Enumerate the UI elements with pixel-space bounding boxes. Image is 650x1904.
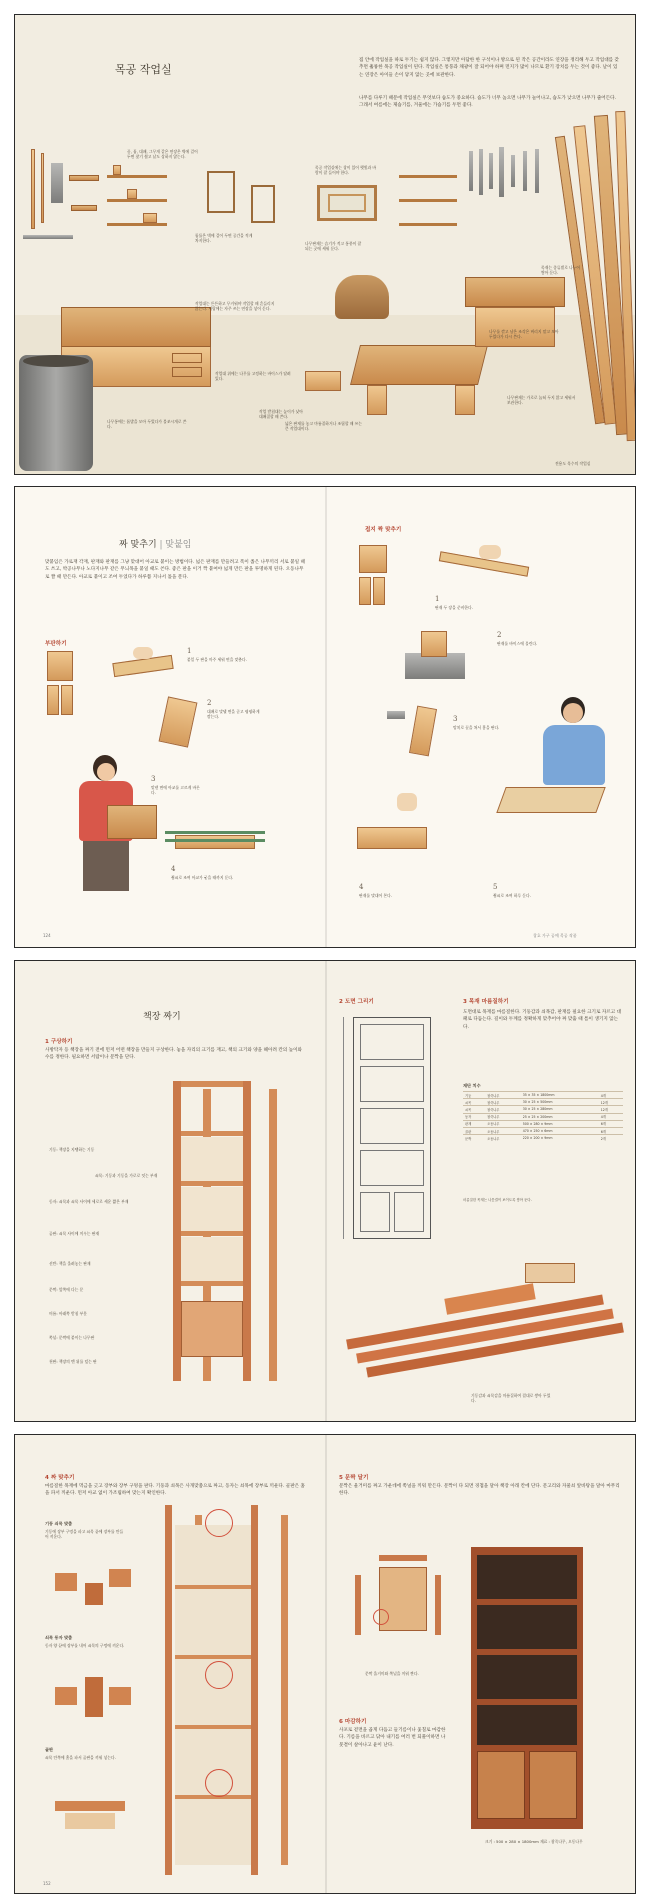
board-sample-1 bbox=[47, 651, 73, 681]
step-left-4-num: 4 bbox=[171, 865, 176, 873]
step-right-2-text: 판재를 바이스에 물린다. bbox=[497, 641, 538, 646]
right-board-3 bbox=[373, 577, 385, 605]
board-clamp-illustration bbox=[159, 696, 198, 747]
right-board-2 bbox=[359, 577, 371, 605]
intro-paragraph-1: 집 안에 작업실을 따로 두기는 쉽지 않다. 그렇지만 아담한 한 구석이나 방으로 된 작은 공간이라도 연장을 정리해 두고 작업대를 갖추면 훌륭한 목공 작업실이 된다. 작업실은 통풍과 채광이 잘 되어야 하며 먼지가 많이 나므로 환기 장치를 두는 것이 좋다. 날이 있는 연장은 아이들 손이 닿지 않는 곳에 보관한다. bbox=[359, 58, 619, 78]
section-4-body: 마름질한 목재에 먹금을 긋고 장부와 장부 구멍을 판다. 기둥과 쇠목은 사개맞춤으로 짜고, 동자는 쇠목에 장부로 끼운다. 골판은 홈을 파서 끼운다. 먼저 아교 없이 가조립하여 맞는지 확인한다. bbox=[45, 1484, 305, 1497]
step-left-3-text: 맞댄 면에 아교를 고르게 바른다. bbox=[151, 785, 200, 796]
mallet-illustration bbox=[357, 787, 437, 857]
joinery-spread bbox=[14, 486, 636, 948]
workbench-left bbox=[61, 307, 211, 347]
step-left-4-text: 죔쇠로 조여 아교가 굳을 때까지 둔다. bbox=[171, 875, 234, 880]
workshop-spread bbox=[14, 14, 636, 475]
table-row: 문짝 오동나무 220 × 200 × 9mm 2개 bbox=[463, 1135, 623, 1142]
wall-shelf-right-3 bbox=[399, 223, 457, 226]
bookcase-assembly-spread bbox=[14, 1434, 636, 1894]
label-rail: 쇠목: 기둥과 기둥을 가로로 잇는 부재 bbox=[95, 1173, 158, 1178]
intro-body: 맞붙임은 가로재 각재, 판재와 판재를 그냥 맞대어 아교로 붙이는 방법이다. 넓은 판재를 만들려고 폭이 좁은 나무끼리 서로 붙일 때도 쓰고, 박공나무나 노다지나무 같은 무늬목을 붙일 때도 쓴다. 좋은 판을 이거 짝 붙여야 넓게 만든 판을 투명하게 된다. 오동나무로 짤 때 만든다. 아교로 붙이고 조여 두었다가 하루쯤 지나서 틀을 푼다. bbox=[45, 560, 305, 580]
low-stool bbox=[305, 371, 341, 391]
section-6-title: 6 마감하기 bbox=[339, 1719, 367, 1725]
door-caption: 문짝 울거미와 쪽널을 끼워 짠다. bbox=[365, 1671, 419, 1676]
right-plane-illustration bbox=[439, 541, 529, 581]
assembly-table bbox=[350, 345, 488, 385]
section-1-body: 사방탁자 등 책장을 짜기 전에 먼저 어떤 책장을 만들지 구상한다. 놓을 자리의 크기를 재고, 책의 크기와 양을 헤아려 칸의 높이와 수를 정한다. 필요하면 서랍이나 문짝을 단다. bbox=[45, 1048, 302, 1061]
table-row: 판재 오동나무 500 × 280 × 9mm 6개 bbox=[463, 1120, 623, 1127]
wall-shelf-left-1 bbox=[107, 175, 167, 178]
assembly-table-leg bbox=[367, 385, 387, 415]
cut-table-title: 재단 치수 bbox=[463, 1083, 481, 1088]
page-title: 책장 짜기 bbox=[143, 1012, 181, 1022]
step-right-3-text: 망치로 끌을 쳐서 홈을 판다. bbox=[453, 725, 500, 730]
table-row: 동자 참죽나무 25 × 25 × 200mm 4개 bbox=[463, 1113, 623, 1120]
board-sample-3 bbox=[61, 685, 73, 715]
board-sample-2 bbox=[47, 685, 59, 715]
step-left-2-text: 대패로 맞댈 면을 곧고 평평하게 깎는다. bbox=[207, 709, 260, 720]
wall-shelf-right-1 bbox=[399, 175, 457, 178]
callout-assembly: 넓은 판재를 놓고 마름질하거나 조립할 때 쓰는 큰 작업대이다. bbox=[285, 421, 362, 432]
joint-2-label: 쇠목 동자 맞춤 bbox=[45, 1635, 73, 1640]
label-top: 천판: 책장의 맨 위를 덮는 판 bbox=[49, 1359, 97, 1364]
section-2-title: 2 도면 그리기 bbox=[339, 999, 374, 1005]
vise-illustration bbox=[395, 627, 475, 687]
sawdust-barrel bbox=[19, 355, 93, 471]
cut-lumber-illustration bbox=[345, 1261, 625, 1381]
label-post: 동자: 쇠목과 쇠목 사이에 세로로 세운 짧은 부재 bbox=[49, 1199, 129, 1204]
section-right-title: 접지 짝 맞추기 bbox=[365, 527, 402, 533]
step-right-5-text: 죔쇠로 조여 하루 둔다. bbox=[493, 893, 531, 898]
window bbox=[317, 185, 377, 221]
table-row: 쇠목 참죽나무 30 × 25 × 500mm 12개 bbox=[463, 1099, 623, 1106]
callout-stool: 작업 받침대는 높이가 낮아 대패질할 때 쓴다. bbox=[259, 409, 303, 420]
board-being-glued bbox=[107, 805, 157, 839]
assembly-table-leg-2 bbox=[455, 385, 475, 415]
joint-2-illustration bbox=[55, 1675, 135, 1725]
intro-paragraph-2: 나무를 다루기 때문에 작업실은 무엇보다 습도가 중요하다. 습도가 너무 높으면 나무가 늘어나고, 습도가 낮으면 나무가 줄어든다. 그래서 여름에는 제습기를, 겨울에는 가습기를 두면 좋다. bbox=[359, 96, 617, 109]
joint-1-label: 기둥 쇠목 맞춤 bbox=[45, 1521, 73, 1526]
callout-storage: 나무판재는 가로로 눕혀 두지 않고 세워서 보관한다. bbox=[507, 395, 576, 406]
step-right-2-num: 2 bbox=[497, 631, 502, 639]
label-pillar: 기둥: 책장을 지탱하는 기둥 bbox=[49, 1147, 95, 1152]
table-row: 기둥 참죽나무 35 × 35 × 1800mm 4개 bbox=[463, 1092, 623, 1099]
callout-tools: 끌, 톱, 대패, 그무개 같은 연장은 벽에 걸어 두면 찾기 쉽고 날도 상하지 않는다. bbox=[127, 149, 198, 160]
hammer-chisel-illustration bbox=[387, 703, 447, 763]
step-left-2-num: 2 bbox=[207, 699, 212, 707]
label-board: 쪽널: 문짝에 붙이는 나무판 bbox=[49, 1335, 95, 1340]
page-title: 목공 작업실 bbox=[115, 63, 172, 76]
step-right-1-text: 판재 두 장을 준비한다. bbox=[435, 605, 473, 610]
step-left-1-text: 붙일 두 판을 마주 세워 면을 맞춘다. bbox=[187, 657, 247, 662]
cut-list-table bbox=[463, 1091, 623, 1141]
joint-1-text: 기둥에 장부 구멍을 파고 쇠목 끝에 장부를 만들어 끼운다. bbox=[45, 1529, 124, 1540]
step-left-1-num: 1 bbox=[187, 647, 192, 655]
callout-barrel: 나무통에는 톱밥을 모아 두었다가 불쏘시개로 쓴다. bbox=[107, 419, 187, 430]
photo-credit: 전용도 목수의 작업실 bbox=[555, 461, 591, 466]
callout-scraps: 나무를 깎고 남은 조각은 버리지 말고 모아 두었다가 다시 쓴다. bbox=[489, 329, 559, 340]
bookcase-illustration bbox=[173, 1081, 283, 1381]
table-row: 쇠목 참죽나무 30 × 25 × 280mm 12개 bbox=[463, 1106, 623, 1113]
callout-saw: 톱틀은 벽에 걸어 두면 공간을 적게 차지한다. bbox=[195, 233, 253, 244]
frame-saw-1 bbox=[207, 171, 235, 213]
step-right-5-num: 5 bbox=[493, 883, 498, 891]
clamps-illustration bbox=[165, 827, 265, 857]
page-number-left: 152 bbox=[43, 1881, 51, 1886]
table-note: 마름질한 목재는 나뭇결이 보이도록 쌓아 둔다. bbox=[463, 1198, 532, 1202]
joint-1-illustration bbox=[55, 1561, 135, 1611]
label-shelf: 선반: 책을 올려놓는 판재 bbox=[49, 1261, 91, 1266]
title-main: 짜 맞추기 bbox=[119, 540, 157, 550]
workbench-right-base bbox=[475, 307, 555, 347]
tool-rack-right bbox=[465, 145, 555, 205]
finished-bookcase bbox=[471, 1547, 583, 1829]
joint-3-text: 쇠목 안쪽에 홈을 파서 골판을 끼워 넣는다. bbox=[45, 1755, 116, 1760]
section-left-title: 부판하기 bbox=[45, 641, 67, 647]
lumber-caption: 기둥감과 쇠목감을 마름질하여 결대로 쌓아 두었다. bbox=[471, 1393, 551, 1404]
callout-window: 목공 작업실에는 창이 있어 햇빛과 바람이 잘 들어야 한다. bbox=[315, 165, 377, 176]
tree-stump bbox=[335, 275, 389, 319]
right-board-1 bbox=[359, 545, 387, 573]
step-left-3-num: 3 bbox=[151, 775, 156, 783]
table-row: 골판 오동나무 470 × 250 × 6mm 6개 bbox=[463, 1127, 623, 1134]
wall-shelf-left-3 bbox=[107, 223, 167, 226]
label-base: 머름: 아래쪽 받침 부분 bbox=[49, 1311, 87, 1316]
page-title: 짜 맞추기 | 맞붙임 bbox=[119, 540, 192, 550]
wall-shelf-left-2 bbox=[107, 199, 167, 202]
wall-shelf-right-2 bbox=[399, 199, 457, 202]
label-door: 문짝: 앞쪽에 다는 문 bbox=[49, 1287, 84, 1292]
joint-3-illustration bbox=[55, 1787, 135, 1837]
callout-bench: 작업대는 튼튼하고 무거워야 작업할 때 흔들리지 않는다. 서랍에는 자주 쓰는 연장을 넣어 둔다. bbox=[195, 301, 275, 312]
bookcase-planning-spread bbox=[14, 960, 636, 1422]
section-5-body: 문짝은 울거미를 짜고 가운데에 쪽널을 끼워 만든다. 문짝이 다 되면 경첩을 달아 책장 아래 칸에 단다. 문고리와 자물쇠 앞바탕을 달아 마무리한다. bbox=[339, 1484, 620, 1497]
workbench-right bbox=[465, 277, 565, 307]
title-sub: 맞붙임 bbox=[165, 540, 192, 550]
step-right-4-text: 판재를 맞대어 본다. bbox=[359, 893, 392, 898]
step-right-3-num: 3 bbox=[453, 715, 458, 723]
label-panel: 골판: 쇠목 사이에 끼우는 판재 bbox=[49, 1231, 100, 1236]
section-3-title: 3 목재 마름질하기 bbox=[463, 999, 509, 1005]
callout-lumber: 나무판재는 습기가 적고 통풍이 잘 되는 곳에 세워 둔다. bbox=[305, 241, 362, 252]
technical-drawing bbox=[353, 1017, 431, 1239]
frame-saw-2 bbox=[251, 185, 275, 223]
door-frame-illustration bbox=[355, 1555, 455, 1645]
step-right-1-num: 1 bbox=[435, 595, 440, 603]
section-3-body: 도면대로 목재를 마름질한다. 기둥감과 쇠목감, 판재를 필요한 크기로 자르고 대패로 다듬는다. 길이와 두께를 정확하게 맞추어야 짜 맞출 때 틈이 생기지 않는다. bbox=[463, 1010, 622, 1030]
callout-wood-types: 목재는 종류별로 나누어 쌓아 둔다. bbox=[541, 265, 581, 276]
plane-illustration bbox=[113, 643, 173, 683]
page-footer-right: 창호 가구 공예 목공 작품 bbox=[533, 933, 577, 938]
page-number-left: 124 bbox=[43, 933, 51, 938]
joint-3-label: 골판 bbox=[45, 1747, 54, 1752]
exploded-frame-illustration bbox=[165, 1505, 295, 1875]
section-6-body: 사포로 겉면을 곱게 다듬고 들기름이나 옻칠로 마감한다. 기름을 바르고 닦아 내기를 여러 번 되풀이하면 나뭇결이 살아나고 윤이 난다. bbox=[339, 1728, 446, 1748]
tool-wall-left bbox=[17, 145, 117, 265]
section-1-title: 1 구상하기 bbox=[45, 1039, 73, 1045]
spec-caption: 크기 : 500 × 280 × 1800mm 재료 : 참죽나무, 오동나무 bbox=[485, 1839, 583, 1844]
section-4-title: 4 짜 맞추기 bbox=[45, 1475, 75, 1481]
glued-panel bbox=[496, 787, 605, 813]
joint-2-text: 동자 양 끝에 장부를 내어 쇠목의 구멍에 끼운다. bbox=[45, 1643, 125, 1648]
section-5-title: 5 문짝 달기 bbox=[339, 1475, 369, 1481]
callout-vise: 작업대 위에는 나무를 고정하는 바이스가 달려 있다. bbox=[215, 371, 291, 382]
step-right-4-num: 4 bbox=[359, 883, 364, 891]
